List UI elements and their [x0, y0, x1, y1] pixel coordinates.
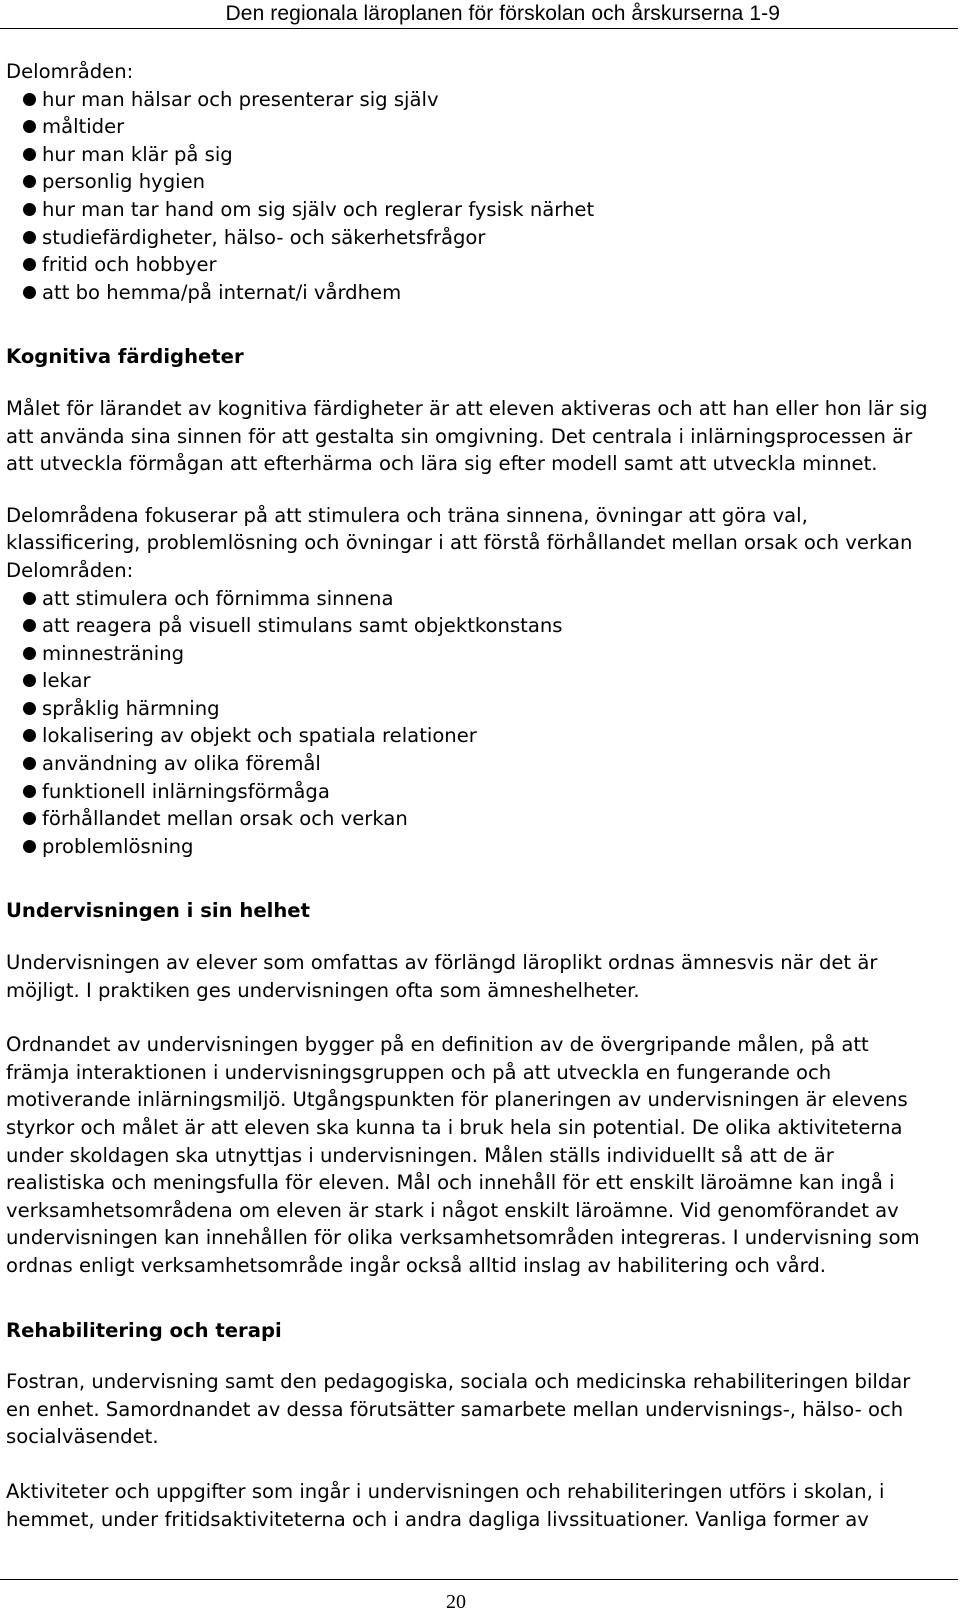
subareas-label: Delområden:	[6, 60, 134, 83]
bullet-icon	[23, 785, 36, 798]
list-item: minnesträning	[6, 640, 956, 668]
page-footer-rule	[0, 1579, 958, 1580]
list-item: lekar	[6, 667, 956, 695]
list-item: lokalisering av objekt och spatiala relationer	[6, 722, 956, 750]
bullet-icon	[23, 93, 36, 106]
bullet-icon	[23, 840, 36, 853]
bullet-icon	[23, 619, 36, 632]
bullet-icon	[23, 674, 36, 687]
bullet-icon	[23, 647, 36, 660]
list-item: hur man tar hand om sig själv och reglerar fysisk närhet	[6, 196, 956, 224]
subareas-list	[6, 585, 956, 861]
bullet-icon	[23, 812, 36, 825]
page-number: 20	[446, 1591, 466, 1613]
paragraph: Ordnandet av undervisningen bygger på en definition av de övergripande målen, på att främja interaktionen i undervisningsgruppen och på att utveckla en fungerande och motiverande inlärningsmiljö. Utgångspunkten för planeringen av undervisningen är elevens styrkor och målet är att eleven ska kunna ta i bruk hela sin potential. De olika aktiviteterna under skoldagen ska utnyttjas i undervisningen. Målen ställs individuellt så att de är realistiska och meningsfulla för eleven. Mål och innehåll för ett enskilt läroämne kan ingå i verksamhetsområdena om eleven är stark i något enskilt läroämne. Vid genomförandet av undervisningen kan innehållen för olika verksamhetsområden integreras. I undervisning som ordnas enligt verksamhetsområde ingår också alltid inslag av habilitering och vård.	[6, 1033, 920, 1277]
bullet-icon	[23, 175, 36, 188]
subareas-list	[6, 86, 956, 307]
bullet-icon	[23, 702, 36, 715]
bullet-icon	[23, 592, 36, 605]
bullet-icon	[23, 757, 36, 770]
bullet-icon	[23, 258, 36, 271]
section-heading-rehab: Rehabilitering och terapi	[6, 1318, 282, 1342]
list-item: personlig hygien	[6, 168, 956, 196]
subareas-label: Delområden:	[6, 558, 134, 582]
document-title: Den regionala läroplanen för förskolan och årskurserna 1-9	[225, 2, 780, 25]
list-item: studiefärdigheter, hälso- och säkerhetsfrågor	[6, 224, 956, 252]
list-item: måltider	[6, 113, 956, 141]
bullet-icon	[23, 231, 36, 244]
paragraph: Delområdena fokuserar på att stimulera och träna sinnena, övningar att göra val, klassificering, problemlösning och övningar i att förstå förhållandet mellan orsak och verkan	[6, 503, 913, 555]
list-item: språklig härmning	[6, 695, 956, 723]
paragraph: Aktiviteter och uppgifter som ingår i undervisningen och rehabiliteringen utförs i skolan, i hemmet, under fritidsaktiviteterna och i andra dagliga livssituationer. Vanliga former av	[6, 1479, 885, 1531]
page-content	[6, 58, 956, 1533]
bullet-icon	[23, 148, 36, 161]
section-heading-teaching: Undervisningen i sin helhet	[6, 899, 310, 923]
paragraph: Undervisningen av elever som omfattas av förlängd läroplikt ordnas ämnesvis när det är möjligt. I praktiken ges undervisningen ofta som ämneshelheter.	[6, 951, 878, 1002]
list-item: att bo hemma/på internat/i vårdhem	[6, 279, 956, 307]
list-item: förhållandet mellan orsak och verkan	[6, 805, 956, 833]
list-item: att stimulera och förnimma sinnena	[6, 585, 956, 613]
paragraph: Målet för lärandet av kognitiva färdigheter är att eleven aktiveras och att han eller hon lär sig att använda sina sinnen för att gestalta sin omgivning. Det centrala i inlärningsprocessen är att utveckla förmågan att efterhärma och lära sig efter modell samt att utveckla minnet.	[6, 396, 928, 476]
list-item: funktionell inlärningsförmåga	[6, 778, 956, 806]
section-heading-cognitive: Kognitiva färdigheter	[6, 345, 244, 369]
list-item: problemlösning	[6, 833, 956, 861]
list-item: användning av olika föremål	[6, 750, 956, 778]
list-item: fritid och hobbyer	[6, 251, 956, 279]
list-item: hur man hälsar och presenterar sig själv	[6, 86, 956, 114]
bullet-icon	[23, 286, 36, 299]
list-item: hur man klär på sig	[6, 141, 956, 169]
bullet-icon	[23, 729, 36, 742]
list-item: att reagera på visuell stimulans samt objektkonstans	[6, 612, 956, 640]
paragraph: Fostran, undervisning samt den pedagogiska, sociala och medicinska rehabiliteringen bildar en enhet. Samordnandet av dessa förutsätter samarbete mellan undervisnings-, hälso- och socialväsendet.	[6, 1370, 911, 1449]
bullet-icon	[23, 120, 36, 133]
page-header	[0, 0, 958, 29]
bullet-icon	[23, 203, 36, 216]
